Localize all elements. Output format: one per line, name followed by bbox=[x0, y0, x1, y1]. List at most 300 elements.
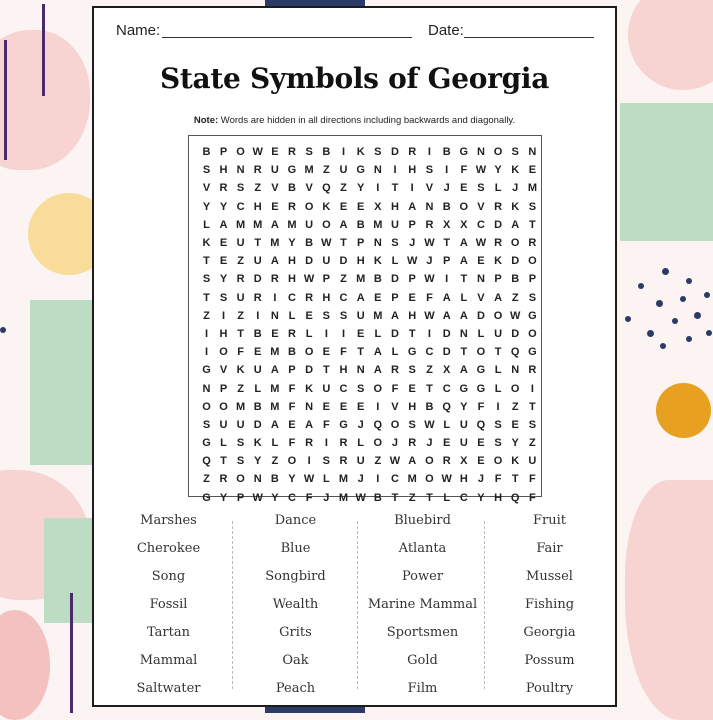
grid-letter[interactable]: U bbox=[494, 327, 503, 340]
grid-letter[interactable]: T bbox=[357, 346, 365, 359]
grid-letter[interactable]: Q bbox=[476, 418, 486, 431]
grid-letter[interactable]: Y bbox=[219, 200, 228, 213]
grid-letter[interactable]: A bbox=[408, 200, 417, 213]
grid-letter[interactable]: M bbox=[527, 182, 537, 195]
grid-letter[interactable]: H bbox=[219, 327, 228, 340]
grid-letter[interactable]: C bbox=[339, 291, 348, 304]
grid-letter[interactable]: L bbox=[494, 364, 502, 377]
grid-letter[interactable]: I bbox=[221, 309, 226, 322]
grid-letter[interactable]: R bbox=[442, 455, 451, 468]
grid-letter[interactable]: U bbox=[356, 309, 365, 322]
grid-letter[interactable]: F bbox=[305, 491, 313, 504]
grid-letter[interactable]: H bbox=[459, 473, 468, 486]
grid-letter[interactable]: B bbox=[322, 146, 331, 159]
grid-letter[interactable]: R bbox=[391, 364, 399, 377]
grid-letter[interactable]: L bbox=[443, 418, 451, 431]
grid-letter[interactable]: D bbox=[391, 273, 399, 286]
grid-letter[interactable]: O bbox=[304, 346, 314, 359]
grid-letter[interactable]: R bbox=[494, 237, 503, 250]
grid-letter[interactable]: D bbox=[476, 309, 485, 322]
grid-letter[interactable]: S bbox=[202, 164, 211, 177]
grid-letter[interactable]: L bbox=[477, 327, 485, 340]
grid-letter[interactable]: R bbox=[408, 437, 417, 450]
grid-letter[interactable]: M bbox=[270, 237, 280, 250]
grid-letter[interactable]: P bbox=[356, 237, 365, 250]
grid-letter[interactable]: F bbox=[288, 382, 296, 395]
grid-letter[interactable]: E bbox=[356, 327, 365, 340]
grid-letter[interactable]: U bbox=[305, 218, 314, 231]
grid-letter[interactable]: R bbox=[287, 146, 296, 159]
grid-letter[interactable]: O bbox=[304, 200, 314, 213]
grid-letter[interactable]: R bbox=[253, 291, 262, 304]
grid-letter[interactable]: L bbox=[391, 255, 399, 268]
grid-letter[interactable]: W bbox=[355, 491, 366, 504]
grid-letter[interactable]: N bbox=[373, 237, 382, 250]
grid-letter[interactable]: M bbox=[270, 382, 280, 395]
grid-letter[interactable]: N bbox=[270, 309, 279, 322]
grid-letter[interactable]: J bbox=[357, 418, 364, 431]
grid-letter[interactable]: T bbox=[391, 182, 399, 195]
grid-letter[interactable]: O bbox=[493, 146, 503, 159]
grid-letter[interactable]: D bbox=[253, 418, 262, 431]
grid-letter[interactable]: N bbox=[356, 364, 365, 377]
grid-letter[interactable]: Y bbox=[219, 491, 228, 504]
grid-letter[interactable]: T bbox=[203, 255, 210, 268]
grid-letter[interactable]: S bbox=[236, 455, 245, 468]
grid-letter[interactable]: B bbox=[442, 146, 451, 159]
grid-letter[interactable]: D bbox=[442, 327, 451, 340]
grid-letter[interactable]: N bbox=[253, 473, 262, 486]
grid-letter[interactable]: F bbox=[460, 164, 468, 177]
grid-letter[interactable]: Y bbox=[254, 455, 262, 468]
grid-letter[interactable]: R bbox=[236, 273, 245, 286]
grid-letter[interactable]: H bbox=[219, 164, 228, 177]
grid-letter[interactable]: X bbox=[374, 200, 382, 213]
grid-letter[interactable]: U bbox=[356, 455, 365, 468]
grid-letter[interactable]: N bbox=[202, 382, 211, 395]
grid-letter[interactable]: W bbox=[321, 237, 332, 250]
grid-letter[interactable]: G bbox=[407, 346, 417, 359]
grid-letter[interactable]: C bbox=[459, 491, 468, 504]
grid-letter[interactable]: D bbox=[305, 364, 314, 377]
grid-letter[interactable]: M bbox=[407, 473, 417, 486]
grid-letter[interactable]: J bbox=[357, 473, 364, 486]
grid-letter[interactable]: R bbox=[305, 291, 314, 304]
grid-letter[interactable]: H bbox=[391, 200, 399, 213]
grid-letter[interactable]: A bbox=[442, 291, 451, 304]
grid-letter[interactable]: U bbox=[322, 255, 331, 268]
grid-letter[interactable]: A bbox=[373, 346, 382, 359]
grid-letter[interactable]: P bbox=[443, 255, 451, 268]
grid-letter[interactable]: O bbox=[373, 437, 383, 450]
grid-letter[interactable]: O bbox=[425, 455, 434, 468]
grid-letter[interactable]: R bbox=[339, 437, 348, 450]
grid-letter[interactable]: S bbox=[236, 437, 245, 450]
grid-letter[interactable]: D bbox=[391, 327, 399, 340]
grid-letter[interactable]: V bbox=[305, 182, 313, 195]
grid-letter[interactable]: U bbox=[270, 164, 279, 177]
grid-letter[interactable]: Q bbox=[442, 400, 451, 413]
grid-letter[interactable]: S bbox=[528, 418, 537, 431]
grid-letter[interactable]: A bbox=[459, 255, 468, 268]
grid-letter[interactable]: A bbox=[219, 218, 228, 231]
grid-letter[interactable]: Z bbox=[237, 255, 244, 268]
grid-letter[interactable]: G bbox=[459, 382, 469, 395]
grid-letter[interactable]: U bbox=[459, 418, 468, 431]
grid-letter[interactable]: U bbox=[459, 437, 468, 450]
grid-letter[interactable]: N bbox=[459, 327, 468, 340]
grid-letter[interactable]: O bbox=[510, 382, 520, 395]
grid-letter[interactable]: A bbox=[459, 309, 468, 322]
grid-letter[interactable]: O bbox=[493, 455, 503, 468]
grid-letter[interactable]: I bbox=[393, 164, 397, 177]
grid-letter[interactable]: Y bbox=[477, 491, 485, 504]
grid-letter[interactable]: P bbox=[288, 364, 296, 377]
grid-letter[interactable]: O bbox=[425, 473, 434, 486]
grid-letter[interactable]: W bbox=[252, 491, 263, 504]
grid-letter[interactable]: H bbox=[322, 291, 331, 304]
grid-letter[interactable]: I bbox=[427, 146, 431, 159]
grid-letter[interactable]: K bbox=[236, 364, 245, 377]
grid-letter[interactable]: W bbox=[424, 237, 435, 250]
grid-letter[interactable]: A bbox=[356, 291, 365, 304]
grid-letter[interactable]: X bbox=[443, 218, 451, 231]
grid-letter[interactable]: M bbox=[338, 473, 349, 486]
grid-letter[interactable]: M bbox=[373, 218, 383, 231]
grid-letter[interactable]: T bbox=[203, 291, 210, 304]
grid-letter[interactable]: E bbox=[374, 291, 382, 304]
grid-letter[interactable]: G bbox=[476, 364, 486, 377]
grid-letter[interactable]: M bbox=[356, 273, 366, 286]
grid-letter[interactable]: E bbox=[271, 146, 279, 159]
grid-letter[interactable]: P bbox=[322, 273, 331, 286]
grid-letter[interactable]: F bbox=[494, 473, 502, 486]
grid-letter[interactable]: L bbox=[254, 382, 262, 395]
grid-letter[interactable]: G bbox=[528, 309, 537, 322]
grid-letter[interactable]: E bbox=[356, 400, 365, 413]
grid-letter[interactable]: N bbox=[425, 200, 434, 213]
grid-letter[interactable]: M bbox=[235, 400, 246, 413]
grid-letter[interactable]: H bbox=[494, 491, 503, 504]
grid-letter[interactable]: L bbox=[271, 437, 279, 450]
grid-letter[interactable]: R bbox=[408, 146, 417, 159]
grid-letter[interactable]: Z bbox=[203, 309, 210, 322]
grid-letter[interactable]: C bbox=[287, 491, 296, 504]
grid-letter[interactable]: S bbox=[528, 200, 537, 213]
grid-letter[interactable]: M bbox=[270, 346, 280, 359]
grid-letter[interactable]: O bbox=[202, 400, 211, 413]
grid-letter[interactable]: S bbox=[339, 309, 348, 322]
grid-letter[interactable]: Y bbox=[511, 437, 519, 450]
grid-letter[interactable]: Z bbox=[426, 364, 433, 377]
grid-letter[interactable]: P bbox=[408, 273, 416, 286]
grid-letter[interactable]: T bbox=[511, 473, 519, 486]
grid-letter[interactable]: B bbox=[287, 346, 296, 359]
grid-letter[interactable]: I bbox=[410, 182, 414, 195]
grid-letter[interactable]: Z bbox=[529, 437, 536, 450]
grid-letter[interactable]: L bbox=[322, 473, 330, 486]
grid-letter[interactable]: Y bbox=[271, 491, 279, 504]
grid-letter[interactable]: F bbox=[426, 291, 433, 304]
grid-letter[interactable]: A bbox=[270, 218, 279, 231]
grid-letter[interactable]: M bbox=[270, 400, 280, 413]
grid-letter[interactable]: X bbox=[460, 218, 468, 231]
grid-letter[interactable]: E bbox=[339, 200, 348, 213]
grid-letter[interactable]: R bbox=[287, 327, 296, 340]
grid-letter[interactable]: R bbox=[339, 455, 348, 468]
grid-letter[interactable]: O bbox=[322, 218, 331, 231]
grid-letter[interactable]: L bbox=[494, 382, 502, 395]
grid-letter[interactable]: T bbox=[391, 491, 399, 504]
grid-letter[interactable]: A bbox=[459, 364, 468, 377]
grid-letter[interactable]: E bbox=[288, 418, 296, 431]
grid-letter[interactable]: L bbox=[494, 182, 502, 195]
grid-letter[interactable]: F bbox=[529, 491, 536, 504]
grid-letter[interactable]: A bbox=[511, 218, 520, 231]
grid-letter[interactable]: S bbox=[408, 418, 416, 431]
grid-letter[interactable]: E bbox=[528, 164, 537, 177]
grid-letter[interactable]: R bbox=[253, 164, 262, 177]
grid-letter[interactable]: W bbox=[475, 237, 487, 250]
grid-letter[interactable]: B bbox=[511, 273, 520, 286]
grid-letter[interactable]: J bbox=[409, 237, 416, 250]
grid-letter[interactable]: G bbox=[356, 164, 365, 177]
grid-letter[interactable]: I bbox=[307, 455, 311, 468]
grid-letter[interactable]: R bbox=[528, 364, 537, 377]
grid-letter[interactable]: A bbox=[305, 418, 314, 431]
grid-letter[interactable]: Q bbox=[510, 346, 520, 359]
grid-letter[interactable]: H bbox=[287, 273, 296, 286]
grid-letter[interactable]: W bbox=[407, 255, 418, 268]
grid-letter[interactable]: D bbox=[442, 346, 451, 359]
grid-letter[interactable]: Y bbox=[288, 237, 296, 250]
grid-letter[interactable]: F bbox=[322, 418, 330, 431]
grid-letter[interactable]: J bbox=[323, 491, 330, 504]
grid-letter[interactable]: E bbox=[271, 200, 279, 213]
grid-letter[interactable]: I bbox=[324, 437, 328, 450]
grid-letter[interactable]: E bbox=[254, 346, 262, 359]
grid-letter[interactable]: A bbox=[270, 364, 279, 377]
grid-letter[interactable]: U bbox=[236, 237, 245, 250]
grid-letter[interactable]: B bbox=[373, 491, 382, 504]
grid-letter[interactable]: N bbox=[236, 164, 245, 177]
grid-letter[interactable]: C bbox=[442, 382, 451, 395]
grid-letter[interactable]: A bbox=[442, 309, 451, 322]
grid-letter[interactable]: K bbox=[356, 146, 365, 159]
grid-letter[interactable]: G bbox=[202, 437, 211, 450]
grid-letter[interactable]: A bbox=[459, 237, 468, 250]
grid-letter[interactable]: L bbox=[220, 437, 227, 450]
grid-letter[interactable]: F bbox=[391, 382, 399, 395]
grid-letter[interactable]: A bbox=[494, 291, 503, 304]
grid-letter[interactable]: F bbox=[237, 346, 244, 359]
grid-letter[interactable]: Q bbox=[510, 491, 520, 504]
grid-letter[interactable]: V bbox=[219, 364, 228, 377]
grid-letter[interactable]: Y bbox=[460, 400, 468, 413]
grid-letter[interactable]: E bbox=[408, 291, 416, 304]
grid-letter[interactable]: K bbox=[494, 255, 503, 268]
grid-letter[interactable]: U bbox=[528, 455, 537, 468]
grid-letter[interactable]: C bbox=[476, 218, 485, 231]
grid-letter[interactable]: C bbox=[339, 382, 348, 395]
grid-letter[interactable]: Z bbox=[511, 400, 519, 413]
grid-letter[interactable]: C bbox=[425, 346, 434, 359]
grid-letter[interactable]: V bbox=[391, 400, 399, 413]
grid-letter[interactable]: L bbox=[374, 327, 382, 340]
grid-letter[interactable]: K bbox=[305, 382, 314, 395]
grid-letter[interactable]: P bbox=[219, 146, 228, 159]
grid-letter[interactable]: S bbox=[202, 273, 211, 286]
grid-letter[interactable]: I bbox=[376, 182, 380, 195]
grid-letter[interactable]: O bbox=[459, 200, 469, 213]
grid-letter[interactable]: S bbox=[305, 146, 313, 159]
grid-letter[interactable]: S bbox=[391, 237, 399, 250]
grid-letter[interactable]: T bbox=[426, 382, 433, 395]
grid-letter[interactable]: Z bbox=[511, 291, 519, 304]
grid-letter[interactable]: P bbox=[236, 491, 245, 504]
grid-letter[interactable]: V bbox=[477, 200, 485, 213]
grid-letter[interactable]: R bbox=[270, 273, 279, 286]
grid-letter[interactable]: G bbox=[287, 164, 297, 177]
grid-letter[interactable]: R bbox=[219, 182, 228, 195]
grid-letter[interactable]: I bbox=[341, 327, 346, 340]
grid-letter[interactable]: R bbox=[494, 200, 503, 213]
grid-letter[interactable]: P bbox=[528, 273, 537, 286]
grid-letter[interactable]: R bbox=[425, 218, 434, 231]
grid-letter[interactable]: L bbox=[357, 437, 365, 450]
grid-letter[interactable]: F bbox=[529, 473, 536, 486]
grid-letter[interactable]: T bbox=[529, 218, 536, 231]
grid-letter[interactable]: E bbox=[219, 255, 228, 268]
grid-letter[interactable]: B bbox=[442, 200, 451, 213]
grid-letter[interactable]: Q bbox=[202, 455, 211, 468]
grid-letter[interactable]: F bbox=[288, 400, 296, 413]
grid-letter[interactable]: A bbox=[408, 455, 417, 468]
grid-letter[interactable]: E bbox=[305, 309, 313, 322]
grid-letter[interactable]: O bbox=[528, 255, 537, 268]
grid-letter[interactable]: I bbox=[204, 346, 209, 359]
grid-letter[interactable]: U bbox=[236, 418, 245, 431]
grid-letter[interactable]: I bbox=[445, 273, 449, 286]
grid-letter[interactable]: O bbox=[236, 146, 245, 159]
grid-letter[interactable]: S bbox=[494, 437, 502, 450]
grid-letter[interactable]: K bbox=[202, 237, 211, 250]
grid-letter[interactable]: E bbox=[219, 237, 228, 250]
grid-letter[interactable]: T bbox=[426, 491, 433, 504]
grid-letter[interactable]: K bbox=[253, 437, 262, 450]
grid-letter[interactable]: E bbox=[322, 400, 331, 413]
grid-letter[interactable]: K bbox=[511, 200, 520, 213]
grid-letter[interactable]: I bbox=[376, 400, 380, 413]
grid-letter[interactable]: U bbox=[391, 218, 399, 231]
grid-letter[interactable]: S bbox=[322, 455, 331, 468]
grid-letter[interactable]: U bbox=[339, 164, 348, 177]
grid-letter[interactable]: H bbox=[408, 400, 417, 413]
grid-letter[interactable]: T bbox=[443, 237, 451, 250]
grid-letter[interactable]: E bbox=[460, 182, 468, 195]
grid-letter[interactable]: E bbox=[271, 327, 279, 340]
grid-letter[interactable]: L bbox=[305, 327, 313, 340]
grid-letter[interactable]: T bbox=[408, 327, 416, 340]
grid-letter[interactable]: V bbox=[202, 182, 211, 195]
grid-letter[interactable]: B bbox=[253, 327, 262, 340]
grid-letter[interactable]: P bbox=[219, 382, 228, 395]
grid-letter[interactable]: Z bbox=[271, 455, 279, 468]
grid-letter[interactable]: T bbox=[460, 346, 468, 359]
grid-letter[interactable]: M bbox=[304, 164, 314, 177]
grid-letter[interactable]: W bbox=[389, 455, 401, 468]
grid-letter[interactable]: Y bbox=[219, 273, 228, 286]
grid-letter[interactable]: Y bbox=[202, 200, 211, 213]
grid-letter[interactable]: B bbox=[253, 400, 262, 413]
grid-letter[interactable]: B bbox=[270, 473, 279, 486]
grid-letter[interactable]: N bbox=[476, 146, 485, 159]
grid-letter[interactable]: V bbox=[271, 182, 279, 195]
grid-letter[interactable]: D bbox=[305, 255, 314, 268]
grid-letter[interactable]: J bbox=[512, 182, 519, 195]
grid-letter[interactable]: O bbox=[236, 473, 245, 486]
grid-letter[interactable]: K bbox=[322, 200, 331, 213]
grid-letter[interactable]: S bbox=[374, 146, 382, 159]
grid-letter[interactable]: W bbox=[441, 473, 452, 486]
grid-letter[interactable]: D bbox=[511, 255, 520, 268]
grid-letter[interactable]: X bbox=[443, 364, 451, 377]
grid-letter[interactable]: I bbox=[496, 400, 500, 413]
grid-letter[interactable]: G bbox=[202, 364, 211, 377]
grid-letter[interactable]: K bbox=[511, 164, 520, 177]
grid-letter[interactable]: I bbox=[427, 327, 431, 340]
grid-letter[interactable]: I bbox=[341, 146, 346, 159]
grid-letter[interactable]: W bbox=[424, 273, 435, 286]
grid-letter[interactable]: T bbox=[322, 364, 330, 377]
grid-letter[interactable]: Y bbox=[356, 182, 365, 195]
grid-letter[interactable]: M bbox=[235, 218, 246, 231]
grid-letter[interactable]: Y bbox=[494, 164, 502, 177]
date-field[interactable] bbox=[464, 37, 594, 38]
grid-letter[interactable]: H bbox=[339, 364, 348, 377]
grid-letter[interactable]: I bbox=[445, 164, 449, 177]
grid-letter[interactable]: Z bbox=[340, 182, 347, 195]
grid-letter[interactable]: O bbox=[476, 346, 486, 359]
grid-letter[interactable]: T bbox=[529, 400, 536, 413]
grid-letter[interactable]: G bbox=[528, 346, 537, 359]
grid-letter[interactable]: E bbox=[477, 437, 485, 450]
grid-letter[interactable]: N bbox=[528, 146, 537, 159]
grid-letter[interactable]: T bbox=[237, 327, 244, 340]
grid-letter[interactable]: S bbox=[425, 164, 434, 177]
grid-letter[interactable]: N bbox=[305, 400, 314, 413]
grid-letter[interactable]: E bbox=[408, 382, 416, 395]
grid-letter[interactable]: B bbox=[373, 273, 382, 286]
grid-letter[interactable]: B bbox=[356, 218, 365, 231]
grid-letter[interactable]: Z bbox=[322, 164, 330, 177]
grid-letter[interactable]: D bbox=[391, 146, 399, 159]
grid-letter[interactable]: L bbox=[288, 309, 296, 322]
grid-letter[interactable]: V bbox=[477, 291, 485, 304]
grid-letter[interactable]: R bbox=[219, 473, 228, 486]
grid-letter[interactable]: W bbox=[252, 146, 263, 159]
grid-letter[interactable]: H bbox=[408, 309, 417, 322]
grid-letter[interactable]: T bbox=[220, 455, 227, 468]
grid-letter[interactable]: T bbox=[340, 237, 347, 250]
grid-letter[interactable]: J bbox=[426, 255, 433, 268]
name-field[interactable] bbox=[162, 37, 412, 38]
grid-letter[interactable]: S bbox=[219, 291, 228, 304]
grid-letter[interactable]: C bbox=[391, 473, 399, 486]
grid-letter[interactable]: J bbox=[391, 437, 399, 450]
grid-letter[interactable]: G bbox=[476, 382, 486, 395]
grid-letter[interactable]: Q bbox=[373, 418, 383, 431]
